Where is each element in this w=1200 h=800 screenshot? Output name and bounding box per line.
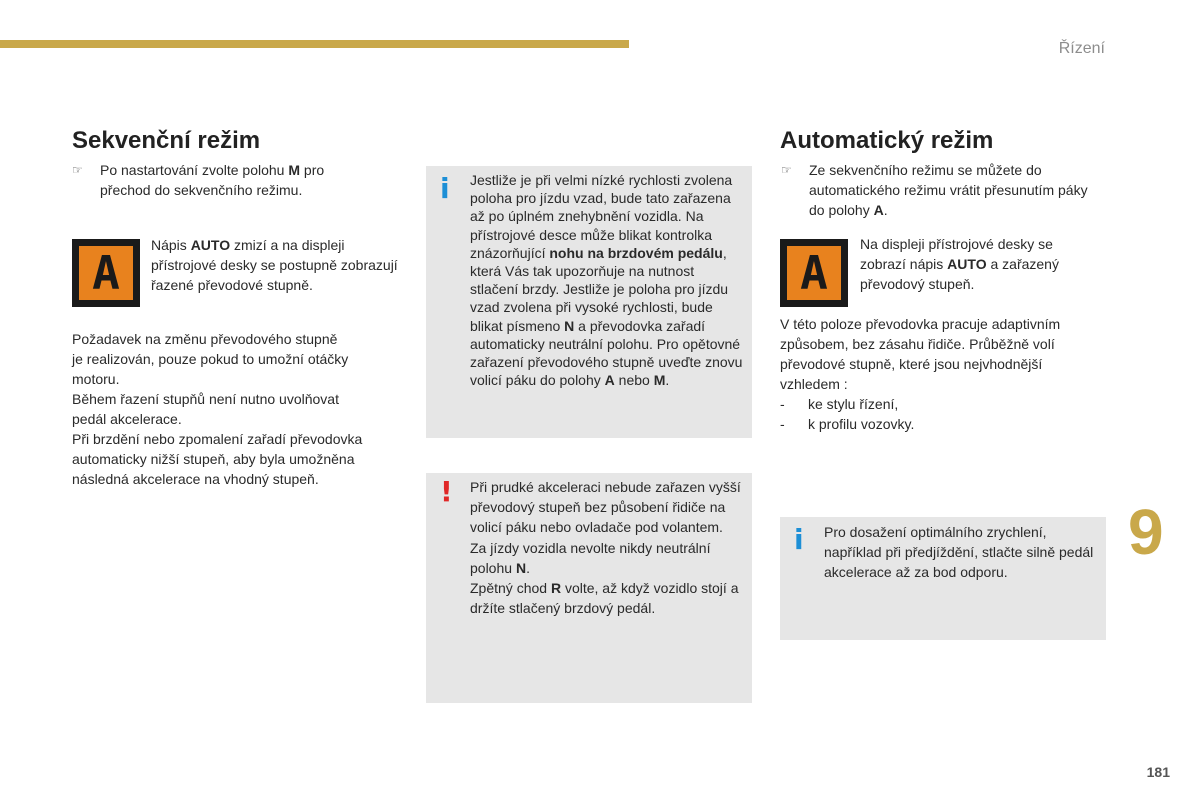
warning-paragraph: Zpětný chod R volte, až když vozidlo stojí a držíte stlačený brzdový pedál. — [470, 580, 739, 617]
paragraph-line: motoru. — [72, 371, 120, 387]
list-item: - k profilu vozovky. — [780, 416, 915, 432]
paragraph-line: následná akcelerace na vhodný stupeň. — [72, 471, 319, 487]
paragraph-line: automaticky nižší stupeň, aby byla umožněna — [72, 451, 355, 467]
warning-paragraph: Při prudké akceleraci nebude zařazen vyšší převodový stupeň bez působení řidiče na volicí páku nebo ovladače pod volantem. — [470, 479, 741, 536]
sequential-mode-title: Sekvenční režim — [72, 127, 261, 154]
warning-paragraph: Za jízdy vozidla nevolte nikdy neutrální polohu N. — [470, 539, 711, 576]
automatic-paragraph — [780, 314, 1110, 434]
paragraph-line: V této poloze převodovka pracuje adaptivním — [780, 316, 1061, 332]
paragraph-line: převodové stupně, které jsou nejvhodnější — [780, 356, 1043, 372]
info-box-text: Jestliže je při velmi nízké rychlosti zvolena poloha pro jízdu vzad, bude tato zařazena až po úplném znehybnění vozidla. Na přístrojové desce může blikat kontrolka znázorňující nohu na brzdovém pedálu, která Vás tak upozorňuje na nutnost stlačení brzdy. Jestliže je poloha pro jízdu vzad zvolena při vysoké rychlosti, bude blikat písmeno N a převodovka zařadí automaticky neutrální polohu. Pro opětovné zařazení převodového stupně uveďte znovu volicí páku do polohy A nebo M. — [470, 172, 743, 389]
paragraph-line: je realizován, pouze pokud to umožní otáčky — [72, 351, 349, 367]
paragraph-line: způsobem, bez zásahu řidiče. Průběžně volí — [780, 336, 1055, 352]
auto-indicator-letter: A — [800, 246, 828, 300]
automatic-mode-title: Automatický režim — [780, 127, 994, 154]
info-box-text: Pro dosažení optimálního zrychlení, například při předjíždění, stlačte silně pedál akcelerace až za bod odporu. — [824, 524, 1094, 580]
chapter-number: 9 — [1128, 496, 1164, 568]
hand-pointer-icon: ☞ — [781, 163, 792, 177]
paragraph-line: vzhledem : — [780, 376, 848, 392]
hand-pointer-icon: ☞ — [72, 163, 83, 177]
page-number: 181 — [1146, 764, 1170, 780]
warning-box — [426, 473, 752, 703]
list-item: - ke stylu řízení, — [780, 396, 899, 412]
auto-indicator-letter: A — [92, 246, 120, 300]
header-accent-bar — [0, 40, 629, 48]
sequential-icon-caption: Nápis AUTO zmizí a na displeji přístrojové desky se postupně zobrazují řazené převodové stupně. — [151, 237, 398, 293]
auto-indicator-icon — [780, 239, 848, 307]
automatic-bullet-text: Ze sekvenčního režimu se můžete do automatického režimu vrátit přesunutím páky do polohy A. — [809, 162, 1088, 218]
paragraph-line: Během řazení stupňů není nutno uvolňovat — [72, 391, 339, 407]
info-box-reverse — [426, 166, 752, 438]
sequential-paragraph — [72, 329, 412, 489]
paragraph-line: pedál akcelerace. — [72, 411, 182, 427]
auto-indicator-icon — [72, 239, 140, 307]
warning-icon: ! — [440, 475, 453, 508]
info-box-acceleration — [780, 517, 1106, 640]
automatic-icon-caption: Na displeji přístrojové desky se zobrazí nápis AUTO a zařazený převodový stupeň. — [860, 236, 1059, 292]
info-icon: i — [794, 523, 804, 556]
section-title: Řízení — [1058, 40, 1105, 57]
paragraph-line: Při brzdění nebo zpomalení zařadí převodovka — [72, 431, 363, 447]
warning-box-text — [470, 477, 746, 618]
paragraph-line: Požadavek na změnu převodového stupně — [72, 331, 338, 347]
sequential-bullet-text: Po nastartování zvolte polohu M pro přechod do sekvenčního režimu. — [100, 162, 325, 198]
info-icon: i — [440, 172, 450, 205]
